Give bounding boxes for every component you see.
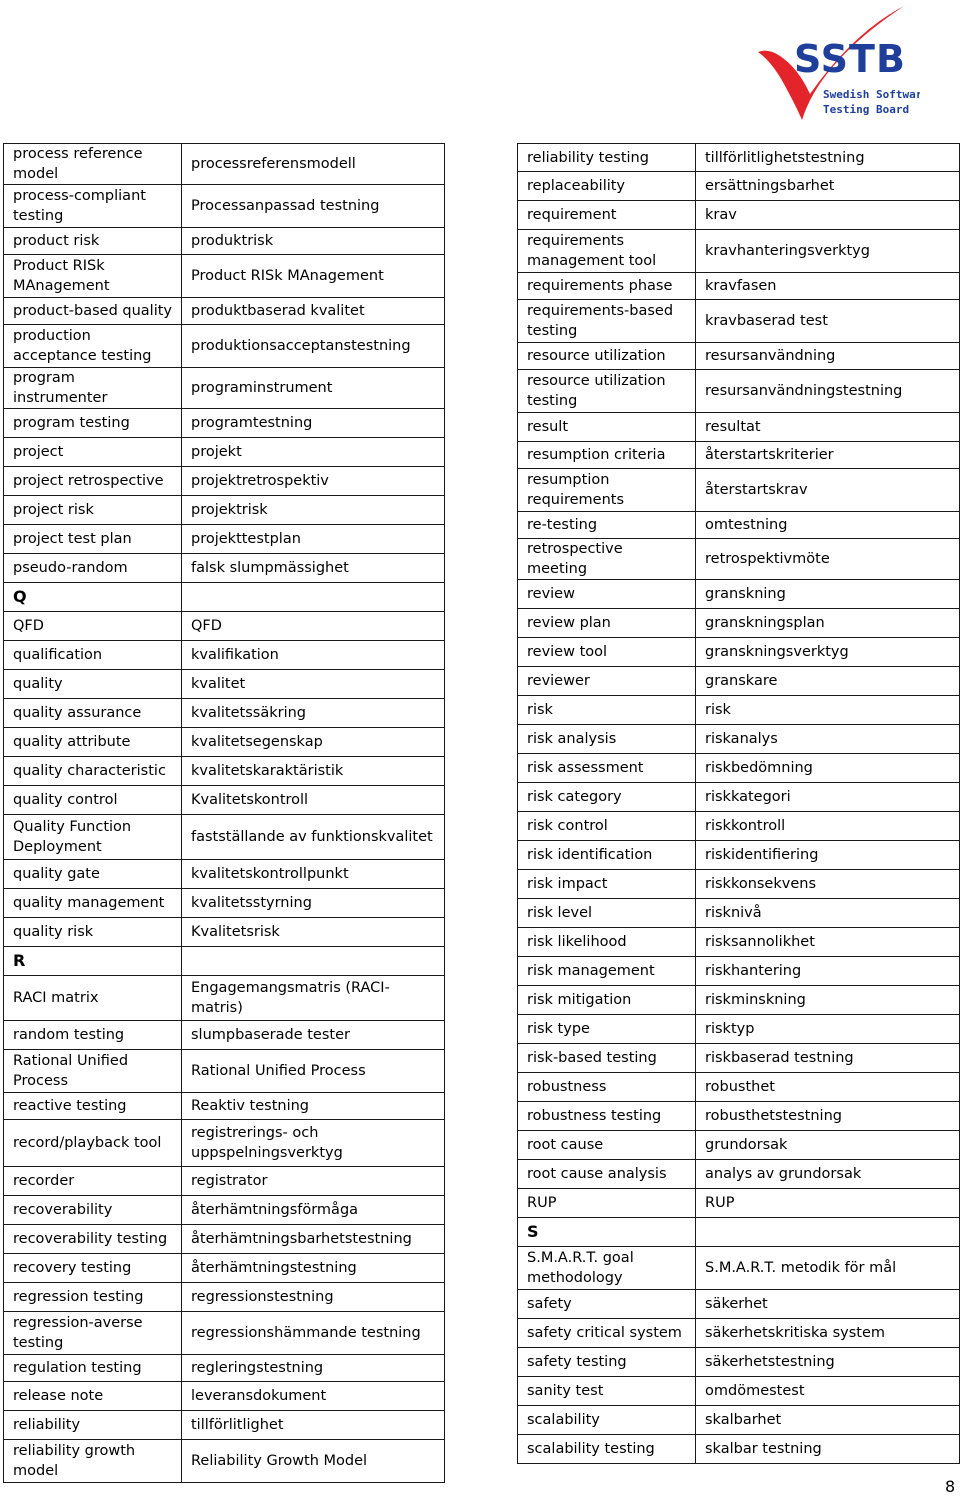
table-row bbox=[518, 1015, 960, 1044]
term-english: review plan bbox=[518, 609, 696, 638]
term-swedish: säkerhetskritiska system bbox=[696, 1319, 960, 1348]
term-swedish: skalbar testning bbox=[696, 1435, 960, 1464]
term-english: resumption requirements bbox=[518, 469, 696, 512]
table-row bbox=[4, 860, 445, 889]
table-row bbox=[518, 300, 960, 343]
term-english: recovery testing bbox=[4, 1254, 182, 1283]
section-letter: S bbox=[518, 1218, 696, 1247]
term-english: QFD bbox=[4, 612, 182, 641]
term-swedish: kvalitetskontrollpunkt bbox=[182, 860, 445, 889]
term-english: project bbox=[4, 438, 182, 467]
term-swedish: skalbarhet bbox=[696, 1406, 960, 1435]
term-english: random testing bbox=[4, 1021, 182, 1050]
table-row bbox=[518, 928, 960, 957]
term-swedish bbox=[696, 1218, 960, 1247]
term-swedish: riskbedömning bbox=[696, 754, 960, 783]
table-row bbox=[4, 325, 445, 368]
term-swedish: omtestning bbox=[696, 512, 960, 539]
term-swedish: riskbaserad testning bbox=[696, 1044, 960, 1073]
table-row bbox=[4, 699, 445, 728]
term-swedish: kvalitet bbox=[182, 670, 445, 699]
term-english: safety critical system bbox=[518, 1319, 696, 1348]
table-row bbox=[4, 1283, 445, 1312]
term-english: risk control bbox=[518, 812, 696, 841]
term-swedish: kvalifikation bbox=[182, 641, 445, 670]
term-swedish: riskidentifiering bbox=[696, 841, 960, 870]
table-row bbox=[4, 1254, 445, 1283]
term-english: risk mitigation bbox=[518, 986, 696, 1015]
term-swedish: programinstrument bbox=[182, 368, 445, 409]
term-english: risk bbox=[518, 696, 696, 725]
term-english: resource utilization bbox=[518, 343, 696, 370]
term-english: quality gate bbox=[4, 860, 182, 889]
term-swedish: Engagemangsmatris (RACI-matris) bbox=[182, 976, 445, 1021]
table-row bbox=[518, 370, 960, 413]
term-swedish: riskkonsekvens bbox=[696, 870, 960, 899]
term-english: quality characteristic bbox=[4, 757, 182, 786]
table-row bbox=[4, 670, 445, 699]
term-swedish: registrerings- och uppspelningsverktyg bbox=[182, 1120, 445, 1167]
term-english: regression-averse testing bbox=[4, 1312, 182, 1355]
term-swedish: återhämtningsförmåga bbox=[182, 1196, 445, 1225]
term-swedish: Reaktiv testning bbox=[182, 1093, 445, 1120]
term-swedish: RUP bbox=[696, 1189, 960, 1218]
term-english: Rational Unified Process bbox=[4, 1050, 182, 1093]
term-english: risk impact bbox=[518, 870, 696, 899]
term-english: reliability bbox=[4, 1411, 182, 1440]
term-swedish: Processanpassad testning bbox=[182, 185, 445, 228]
term-english: resource utilization testing bbox=[518, 370, 696, 413]
table-row bbox=[4, 409, 445, 438]
table-row bbox=[4, 889, 445, 918]
term-swedish: ersättningsbarhet bbox=[696, 172, 960, 201]
term-english: risk likelihood bbox=[518, 928, 696, 957]
term-english: quality bbox=[4, 670, 182, 699]
table-row bbox=[518, 754, 960, 783]
term-english: S.M.A.R.T. goal methodology bbox=[518, 1247, 696, 1290]
term-swedish: risktyp bbox=[696, 1015, 960, 1044]
term-english: quality control bbox=[4, 786, 182, 815]
term-english: safety bbox=[518, 1290, 696, 1319]
term-english: safety testing bbox=[518, 1348, 696, 1377]
table-row bbox=[518, 899, 960, 928]
table-row bbox=[4, 1225, 445, 1254]
logo-text: SSTB bbox=[794, 37, 906, 81]
term-swedish: Product RISk MAnagement bbox=[182, 255, 445, 298]
term-english: regulation testing bbox=[4, 1355, 182, 1382]
table-row bbox=[518, 1189, 960, 1218]
term-english: project retrospective bbox=[4, 467, 182, 496]
term-english: pseudo-random bbox=[4, 554, 182, 583]
term-swedish: regleringstestning bbox=[182, 1355, 445, 1382]
term-swedish: risknivå bbox=[696, 899, 960, 928]
term-english: quality assurance bbox=[4, 699, 182, 728]
term-english: review tool bbox=[518, 638, 696, 667]
table-row bbox=[4, 1021, 445, 1050]
table-row bbox=[518, 343, 960, 370]
term-swedish: säkerhet bbox=[696, 1290, 960, 1319]
table-row bbox=[518, 1377, 960, 1406]
term-english: requirement bbox=[518, 201, 696, 230]
term-english: project test plan bbox=[4, 525, 182, 554]
term-swedish: risk bbox=[696, 696, 960, 725]
term-swedish: resultat bbox=[696, 413, 960, 442]
term-english: risk analysis bbox=[518, 725, 696, 754]
term-swedish: Kvalitetskontroll bbox=[182, 786, 445, 815]
logo-subtitle-line2: Testing Board bbox=[823, 103, 910, 116]
term-swedish: regressionshämmande testning bbox=[182, 1312, 445, 1355]
term-english: RACI matrix bbox=[4, 976, 182, 1021]
term-swedish: granskningsplan bbox=[696, 609, 960, 638]
table-row bbox=[518, 1406, 960, 1435]
term-swedish: kravbaserad test bbox=[696, 300, 960, 343]
term-english: risk category bbox=[518, 783, 696, 812]
table-row bbox=[4, 1440, 445, 1483]
table-row bbox=[518, 609, 960, 638]
table-row bbox=[4, 757, 445, 786]
table-row bbox=[4, 641, 445, 670]
table-row bbox=[4, 368, 445, 409]
term-swedish: produktbaserad kvalitet bbox=[182, 298, 445, 325]
table-row bbox=[518, 273, 960, 300]
term-swedish: processreferensmodell bbox=[182, 144, 445, 185]
term-swedish: slumpbaserade tester bbox=[182, 1021, 445, 1050]
table-row bbox=[4, 1382, 445, 1411]
table-row bbox=[518, 870, 960, 899]
term-swedish: regressionstestning bbox=[182, 1283, 445, 1312]
term-swedish: falsk slumpmässighet bbox=[182, 554, 445, 583]
table-row bbox=[4, 1120, 445, 1167]
table-row bbox=[518, 638, 960, 667]
table-row bbox=[518, 1290, 960, 1319]
term-english: scalability bbox=[518, 1406, 696, 1435]
term-swedish: retrospektivmöte bbox=[696, 539, 960, 580]
term-english: production acceptance testing bbox=[4, 325, 182, 368]
term-swedish: riskhantering bbox=[696, 957, 960, 986]
term-swedish: projekttestplan bbox=[182, 525, 445, 554]
term-english: reactive testing bbox=[4, 1093, 182, 1120]
table-row bbox=[4, 815, 445, 860]
term-swedish: riskminskning bbox=[696, 986, 960, 1015]
term-english: requirements-based testing bbox=[518, 300, 696, 343]
term-swedish: kravhanteringsverktyg bbox=[696, 230, 960, 273]
term-swedish: projektrisk bbox=[182, 496, 445, 525]
table-row bbox=[4, 496, 445, 525]
term-swedish: grundorsak bbox=[696, 1131, 960, 1160]
term-english: scalability testing bbox=[518, 1435, 696, 1464]
term-english: quality management bbox=[4, 889, 182, 918]
term-english: root cause analysis bbox=[518, 1160, 696, 1189]
term-swedish: registrator bbox=[182, 1167, 445, 1196]
table-row bbox=[518, 812, 960, 841]
table-row bbox=[518, 783, 960, 812]
term-swedish: kravfasen bbox=[696, 273, 960, 300]
term-english: regression testing bbox=[4, 1283, 182, 1312]
table-row bbox=[518, 201, 960, 230]
term-english: robustness bbox=[518, 1073, 696, 1102]
page-number: 8 bbox=[945, 1477, 956, 1496]
table-row bbox=[4, 255, 445, 298]
term-english: risk identification bbox=[518, 841, 696, 870]
term-swedish: analys av grundorsak bbox=[696, 1160, 960, 1189]
term-swedish: resursanvändningstestning bbox=[696, 370, 960, 413]
table-row bbox=[4, 1312, 445, 1355]
term-english: Product RISk MAnagement bbox=[4, 255, 182, 298]
term-english: replaceability bbox=[518, 172, 696, 201]
table-row bbox=[518, 986, 960, 1015]
term-english: result bbox=[518, 413, 696, 442]
term-swedish: robusthet bbox=[696, 1073, 960, 1102]
term-swedish: robusthetstestning bbox=[696, 1102, 960, 1131]
table-row bbox=[518, 1319, 960, 1348]
term-english: record/playback tool bbox=[4, 1120, 182, 1167]
table-row bbox=[518, 1073, 960, 1102]
term-english: robustness testing bbox=[518, 1102, 696, 1131]
table-row bbox=[518, 1160, 960, 1189]
table-row bbox=[4, 728, 445, 757]
table-row bbox=[518, 413, 960, 442]
term-swedish bbox=[182, 583, 445, 612]
term-swedish: återhämtningstestning bbox=[182, 1254, 445, 1283]
term-swedish: Reliability Growth Model bbox=[182, 1440, 445, 1483]
table-row bbox=[4, 185, 445, 228]
term-swedish bbox=[182, 947, 445, 976]
term-english: product risk bbox=[4, 228, 182, 255]
term-swedish: återhämtningsbarhetstestning bbox=[182, 1225, 445, 1254]
term-english: process reference model bbox=[4, 144, 182, 185]
term-swedish: säkerhetstestning bbox=[696, 1348, 960, 1377]
term-english: retrospective meeting bbox=[518, 539, 696, 580]
term-english: recoverability bbox=[4, 1196, 182, 1225]
term-english: product-based quality bbox=[4, 298, 182, 325]
table-row bbox=[518, 841, 960, 870]
term-swedish: S.M.A.R.T. metodik för mål bbox=[696, 1247, 960, 1290]
term-swedish: programtestning bbox=[182, 409, 445, 438]
table-row bbox=[518, 1435, 960, 1464]
table-row bbox=[4, 583, 445, 612]
term-swedish: återstartskrav bbox=[696, 469, 960, 512]
term-swedish: tillförlitlighet bbox=[182, 1411, 445, 1440]
term-english: recorder bbox=[4, 1167, 182, 1196]
table-row bbox=[518, 442, 960, 469]
term-swedish: QFD bbox=[182, 612, 445, 641]
term-swedish: granskning bbox=[696, 580, 960, 609]
term-swedish: riskanalys bbox=[696, 725, 960, 754]
term-swedish: riskkontroll bbox=[696, 812, 960, 841]
term-english: process-compliant testing bbox=[4, 185, 182, 228]
term-english: risk management bbox=[518, 957, 696, 986]
term-english: program instrumenter bbox=[4, 368, 182, 409]
term-english: re-testing bbox=[518, 512, 696, 539]
table-row bbox=[4, 525, 445, 554]
term-swedish: Kvalitetsrisk bbox=[182, 918, 445, 947]
term-english: reviewer bbox=[518, 667, 696, 696]
table-row bbox=[518, 1102, 960, 1131]
term-swedish: leveransdokument bbox=[182, 1382, 445, 1411]
term-swedish: produktionsacceptanstestning bbox=[182, 325, 445, 368]
table-row bbox=[4, 228, 445, 255]
term-swedish: kvalitetsegenskap bbox=[182, 728, 445, 757]
term-english: project risk bbox=[4, 496, 182, 525]
table-row bbox=[518, 667, 960, 696]
section-letter: Q bbox=[4, 583, 182, 612]
term-swedish: produktrisk bbox=[182, 228, 445, 255]
table-row bbox=[518, 725, 960, 754]
table-row bbox=[518, 512, 960, 539]
table-row bbox=[4, 1411, 445, 1440]
table-row bbox=[4, 612, 445, 641]
term-swedish: kvalitetssäkring bbox=[182, 699, 445, 728]
term-swedish: kvalitetskaraktäristik bbox=[182, 757, 445, 786]
table-row bbox=[4, 144, 445, 185]
term-english: reliability testing bbox=[518, 144, 696, 172]
sstb-logo-mark bbox=[754, 2, 920, 124]
term-swedish: fastställande av funktionskvalitet bbox=[182, 815, 445, 860]
table-row bbox=[518, 1218, 960, 1247]
term-swedish: granskare bbox=[696, 667, 960, 696]
table-row bbox=[4, 1355, 445, 1382]
term-english: Quality Function Deployment bbox=[4, 815, 182, 860]
table-row bbox=[518, 580, 960, 609]
glossary-table-left bbox=[3, 143, 445, 1483]
table-row bbox=[518, 1044, 960, 1073]
term-english: resumption criteria bbox=[518, 442, 696, 469]
term-english: risk level bbox=[518, 899, 696, 928]
table-row bbox=[4, 467, 445, 496]
table-row bbox=[518, 144, 960, 172]
term-swedish: resursanvändning bbox=[696, 343, 960, 370]
section-letter: R bbox=[4, 947, 182, 976]
term-english: RUP bbox=[518, 1189, 696, 1218]
term-swedish: riskkategori bbox=[696, 783, 960, 812]
table-row bbox=[518, 1348, 960, 1377]
table-row bbox=[4, 554, 445, 583]
table-row bbox=[4, 438, 445, 467]
term-swedish: projekt bbox=[182, 438, 445, 467]
table-row bbox=[4, 1093, 445, 1120]
term-swedish: omdömestest bbox=[696, 1377, 960, 1406]
term-swedish: återstartskriterier bbox=[696, 442, 960, 469]
term-english: requirements management tool bbox=[518, 230, 696, 273]
table-row bbox=[4, 1167, 445, 1196]
table-row bbox=[4, 786, 445, 815]
term-swedish: kvalitetsstyrning bbox=[182, 889, 445, 918]
term-english: quality risk bbox=[4, 918, 182, 947]
table-row bbox=[518, 469, 960, 512]
term-english: qualification bbox=[4, 641, 182, 670]
glossary-table-right bbox=[517, 143, 960, 1464]
table-row bbox=[518, 172, 960, 201]
term-english: review bbox=[518, 580, 696, 609]
table-row bbox=[4, 976, 445, 1021]
term-swedish: tillförlitlighetstestning bbox=[696, 144, 960, 172]
term-english: reliability growth model bbox=[4, 1440, 182, 1483]
table-row bbox=[518, 230, 960, 273]
table-row bbox=[4, 298, 445, 325]
table-row bbox=[518, 696, 960, 725]
term-english: risk-based testing bbox=[518, 1044, 696, 1073]
table-row bbox=[4, 1196, 445, 1225]
term-english: risk assessment bbox=[518, 754, 696, 783]
table-row bbox=[4, 918, 445, 947]
term-english: program testing bbox=[4, 409, 182, 438]
logo-subtitle-line1: Swedish Software bbox=[823, 88, 920, 101]
table-row bbox=[4, 947, 445, 976]
term-english: risk type bbox=[518, 1015, 696, 1044]
term-english: sanity test bbox=[518, 1377, 696, 1406]
term-english: quality attribute bbox=[4, 728, 182, 757]
term-english: requirements phase bbox=[518, 273, 696, 300]
term-swedish: granskningsverktyg bbox=[696, 638, 960, 667]
term-swedish: Rational Unified Process bbox=[182, 1050, 445, 1093]
term-swedish: projektretrospektiv bbox=[182, 467, 445, 496]
term-english: root cause bbox=[518, 1131, 696, 1160]
term-swedish: krav bbox=[696, 201, 960, 230]
table-row bbox=[518, 1131, 960, 1160]
term-swedish: risksannolikhet bbox=[696, 928, 960, 957]
sstb-logo bbox=[754, 2, 920, 124]
table-row bbox=[4, 1050, 445, 1093]
term-english: recoverability testing bbox=[4, 1225, 182, 1254]
table-row bbox=[518, 539, 960, 580]
term-english: release note bbox=[4, 1382, 182, 1411]
table-row bbox=[518, 957, 960, 986]
table-row bbox=[518, 1247, 960, 1290]
